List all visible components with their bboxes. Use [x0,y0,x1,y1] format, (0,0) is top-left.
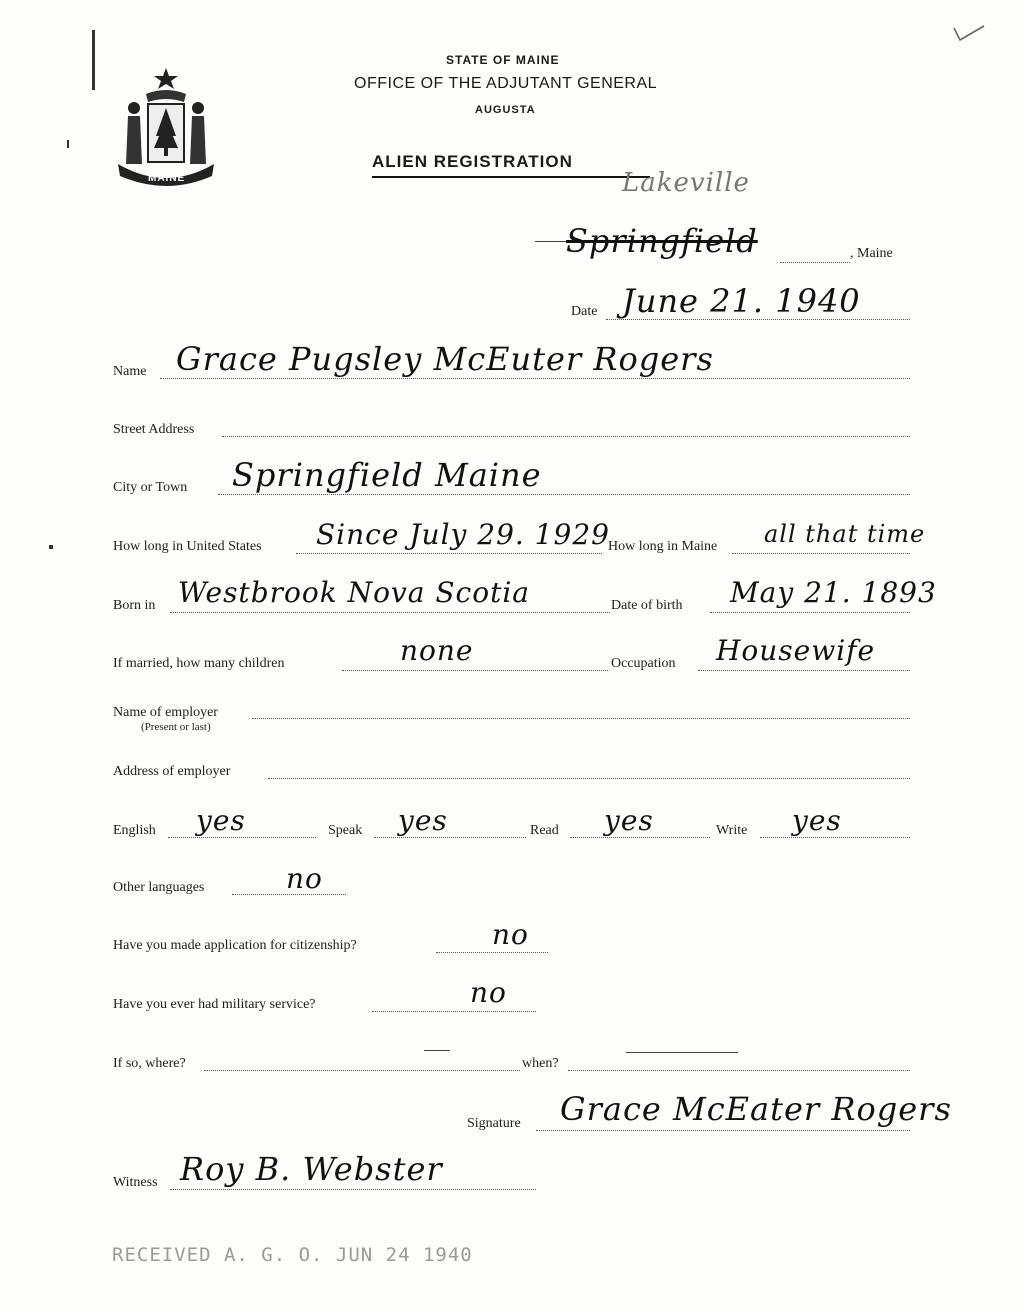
english-label: English [113,823,156,838]
title-underline [372,176,650,178]
where-dash [424,1050,450,1051]
write-value: yes [792,804,842,837]
street-dots [222,436,910,437]
speak-dots [374,837,526,838]
other-languages-value: no [286,862,323,895]
citizenship-value: no [492,918,529,951]
how-long-us-value: Since July 29. 1929 [316,518,610,551]
citizenship-label: Have you made application for citizenship? [113,938,357,953]
speak-value: yes [398,804,448,837]
born-in-value: Westbrook Nova Scotia [178,576,530,609]
town-value: Springfield [566,222,758,260]
born-in-label: Born in [113,598,156,613]
witness-dots [170,1189,536,1190]
born-in-dots [170,612,610,613]
occupation-dots [698,670,910,671]
how-long-maine-value: all that time [764,520,926,548]
occupation-label: Occupation [611,656,676,671]
military-value: no [470,976,507,1009]
witness-label: Witness [113,1175,158,1190]
english-value: yes [196,804,246,837]
town-dots [780,262,850,263]
signature-label: Signature [467,1116,521,1131]
employer-dots [252,718,910,719]
how-long-maine-dots [732,553,910,554]
dob-dots [710,612,910,613]
employer-address-dots [268,778,910,779]
speak-label: Speak [328,823,363,838]
read-dots [570,837,710,838]
town-state-label: , Maine [850,246,893,261]
when-dash [626,1052,738,1053]
signature-dots [536,1130,910,1131]
write-label: Write [716,823,748,838]
scan-mark [67,140,69,148]
when-label: when? [522,1056,559,1071]
name-dots [160,378,910,379]
name-label: Name [113,364,147,379]
how-long-us-dots [296,553,602,554]
check-mark [952,22,986,44]
seal-banner-text: MAINE [148,173,186,184]
military-dots [372,1011,536,1012]
where-label: If so, where? [113,1056,186,1071]
children-dots [342,670,608,671]
town-overwrite: Lakeville [622,168,750,198]
scan-mark [49,545,53,549]
employer-sublabel: (Present or last) [141,721,211,733]
city-value: Springfield Maine [232,456,542,494]
header-office: OFFICE OF THE ADJUTANT GENERAL [354,75,658,92]
citizenship-dots [436,952,548,953]
form-title: ALIEN REGISTRATION [372,152,573,171]
where-dots [204,1070,520,1071]
children-value: none [400,634,474,667]
read-value: yes [604,804,654,837]
witness-value: Roy B. Webster [180,1150,443,1188]
how-long-maine-label: How long in Maine [608,539,718,554]
street-label: Street Address [113,422,195,437]
children-label: If married, how many children [113,656,285,671]
dob-value: May 21. 1893 [730,576,937,609]
write-dots [760,837,910,838]
read-label: Read [530,823,559,838]
employer-address-label: Address of employer [113,764,231,779]
dob-label: Date of birth [611,598,683,613]
date-label: Date [571,304,598,319]
city-dots [218,494,910,495]
name-value: Grace Pugsley McEuter Rogers [176,340,714,378]
date-value: June 21. 1940 [622,282,861,320]
other-languages-label: Other languages [113,880,205,895]
when-dots [568,1070,910,1071]
city-label: City or Town [113,480,188,495]
scan-mark [92,30,95,90]
english-dots [168,837,316,838]
military-label: Have you ever had military service? [113,997,316,1012]
header-city: AUGUSTA [475,104,536,116]
header-state: STATE OF MAINE [446,53,560,67]
received-stamp: RECEIVED A. G. O. JUN 24 1940 [112,1244,473,1266]
occupation-value: Housewife [716,634,876,667]
employer-label: Name of employer [113,705,218,720]
signature-value: Grace McEater Rogers [560,1090,952,1128]
how-long-us-label: How long in United States [113,539,262,554]
